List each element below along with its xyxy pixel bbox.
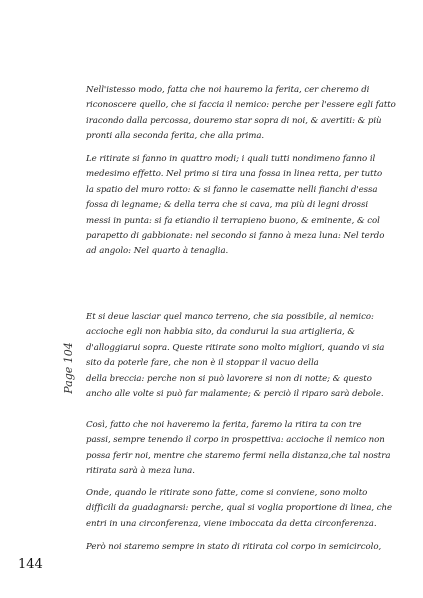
text-line: la spatio del muro rotto: & si fanno le casematte nelli fianchi d'essa (86, 184, 378, 195)
text-line: d'alloggiarui sopra. Queste ritirate sono molto migliori, quando vi sia (86, 342, 385, 353)
side-page-label: Page 104 (62, 342, 75, 394)
text-line: ad angolo: Nel quarto à tenaglia. (86, 246, 229, 257)
text-line: fossa di legname; & della terra che si cava, ma più di legni drossi (86, 200, 369, 211)
text-line: ancho alle volte si può far malamente; & perciò il riparo sarà debole. (86, 389, 384, 400)
text-line: pronti alla seconda ferita, che alla prima. (86, 131, 265, 142)
text-line: parapetto di gabbionate: nel secondo si fanno à meza luna: Nel terdo (86, 231, 385, 242)
text-line: accioche egli non habbia sito, da condurui la sua artiglieria, & (86, 327, 355, 338)
text-line: Nell'istesso modo, fatta che noi hauremo la ferita, cer cheremo di (86, 85, 370, 95)
text-line: della breccia: perche non si può lavorere si non di notte; & questo (86, 373, 372, 384)
paragraph-2 (86, 152, 386, 260)
text-line: possa ferir noi, mentre che staremo fermi nella distanza,che tal nostra (86, 450, 391, 461)
text-line: Onde, quando le ritirate sono fatte, come si conviene, sono molto (86, 488, 368, 498)
paragraph-6 (86, 540, 386, 555)
text-line: medesimo effetto. Nel primo si tira una fossa in linea retta, per tutto (86, 169, 383, 180)
text-line: Così, fatto che noi haveremo la ferita, faremo la ritira ta con tre (86, 420, 362, 430)
text-line: Però noi staremo sempre in stato di ritirata col corpo in semicircolo, (86, 542, 382, 552)
text-line: difficili da guadagnarsi: perche, qual si voglia proportione di linea, che (86, 503, 393, 514)
text-line: ritirata sarà à meza luna. (86, 466, 195, 477)
text-line: entri in una circonferenza, viene imboccata da detta circonferenza. (86, 518, 377, 529)
text-line: riconoscere quello, che si faccia il nemico: perche per l'essere egli fatto (86, 100, 396, 111)
text-line: messi in punta: si fa etiandio il terrapieno buono, & eminente, & col (86, 215, 380, 226)
page-number: 144 (18, 557, 43, 572)
text-line: Et si deue lasciar quel manco terreno, che sia possibile, al nemico: (86, 312, 374, 322)
paragraph-4 (86, 418, 391, 480)
text-line: sito da poterle fare, che non è il stoppar il vacuo della (86, 358, 319, 369)
paragraph-1 (86, 83, 396, 145)
paragraph-5 (86, 486, 393, 532)
text-line: Le ritirate si fanno in quattro modi; i quali tutti nondimeno fanno il (86, 154, 376, 164)
paragraph-3 (86, 310, 386, 402)
text-line: passi, sempre tenendo il corpo in prospettiva: accioche il nemico non (86, 435, 385, 446)
text-line: iracondo dalla percossa, douremo star sopra di noi, & avertiti: & più (86, 115, 382, 126)
